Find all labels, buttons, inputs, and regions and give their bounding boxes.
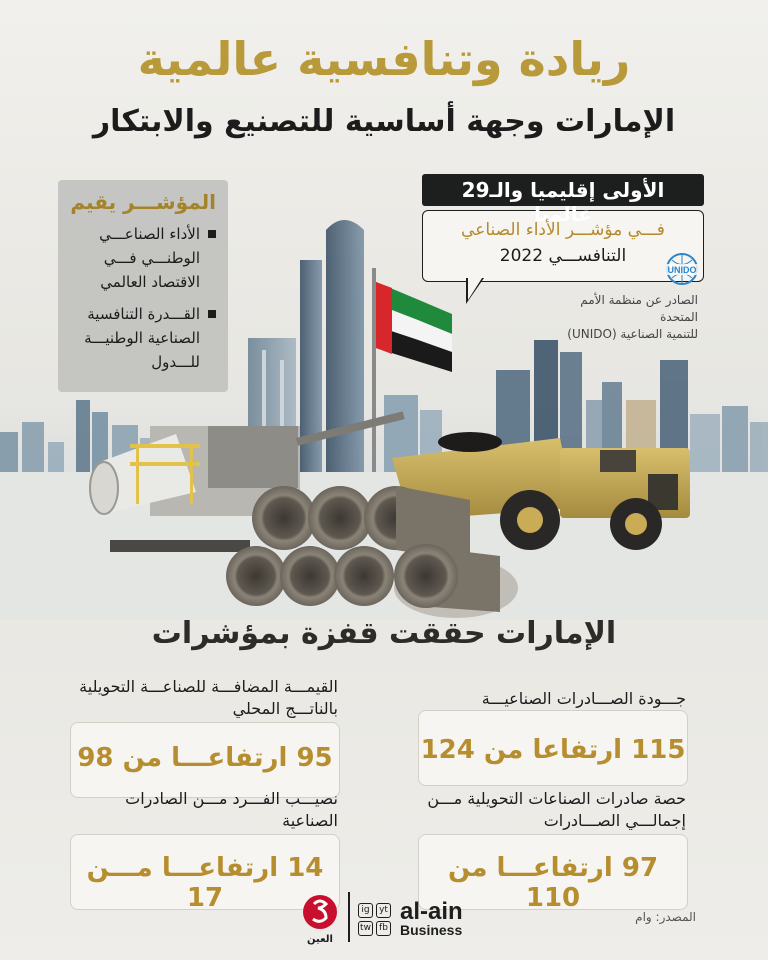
index-box-title: المؤشـــر يقيم (70, 190, 216, 214)
index-bullet-2 (70, 302, 216, 374)
indicator-label: حصة صادرات الصناعات التحويلية مـــن إجمالـــي الصـــادرات (427, 789, 686, 830)
unido-caption-line-2: للتنمية الصناعية (UNIDO) (567, 327, 698, 341)
square-bullet-icon (208, 230, 216, 238)
facebook-icon[interactable]: fb (376, 921, 391, 936)
brand-arabic: العين (307, 934, 333, 945)
indicator-value: 115 ارتفاعا من 124 (420, 735, 686, 765)
al-ain-logo-icon (300, 892, 340, 948)
indicator-value: 14 ارتفاعـــا مـــن 17 (86, 853, 324, 913)
page-subtitle: الإمارات وجهة أساسية للتصنيع والابتكار (92, 104, 676, 139)
brand-sub: Business (400, 922, 463, 938)
source-note: المصدر: وام (635, 910, 696, 924)
social-icons (358, 903, 394, 936)
unido-logo-icon (660, 252, 704, 290)
youtube-icon[interactable]: yt (376, 903, 391, 918)
unido-logo-text: UNIDO (667, 265, 697, 275)
indicator-label: نصيـــب الفـــرد مـــن الصادرات الصناعية (125, 789, 338, 830)
speech-tail-inner (468, 278, 482, 300)
footer-divider (348, 892, 350, 942)
indicator-label: جـــودة الصـــادرات الصناعيـــة (481, 689, 686, 708)
indicator-card-export-quality (418, 710, 688, 786)
indicator-label: القيمـــة المضافـــة للصناعـــة التحويلية بالناتـــج المحلي (79, 677, 338, 718)
indicator-value: 95 ارتفاعـــا من 98 (77, 743, 333, 773)
unido-caption-line-1: الصادر عن منظمة الأمم المتحدة (580, 293, 698, 324)
unido-caption (540, 292, 698, 343)
ranking-line-2: التنافســـي 2022 (499, 246, 627, 266)
twitter-icon[interactable]: tw (358, 921, 373, 936)
indicators-title: الإمارات حققت قفزة بمؤشرات (151, 616, 617, 651)
indicator-card-manufacturing-value-added (70, 722, 340, 798)
brand-name: al-ain (400, 898, 463, 925)
square-bullet-icon (208, 310, 216, 318)
ranking-line-1: فـــي مؤشـــر الأداء الصناعي (461, 220, 665, 240)
ranking-heading: الأولى إقليميا والـ29 عالميا (422, 174, 704, 206)
index-bullet-text: الأداء الصناعـــي الوطنـــي فـــي الاقتصاد العالمي (99, 225, 200, 291)
index-evaluates-box (58, 180, 228, 392)
index-bullet-text: القـــدرة التنافسية الصناعية الوطنيـــة للـــدول (84, 305, 200, 371)
indicator-value: 97 ارتفاعـــا من 110 (447, 853, 659, 913)
page-title: ريادة وتنافسية عالمية (137, 32, 631, 86)
instagram-icon[interactable]: ig (358, 903, 373, 918)
index-bullet-1 (70, 222, 216, 294)
